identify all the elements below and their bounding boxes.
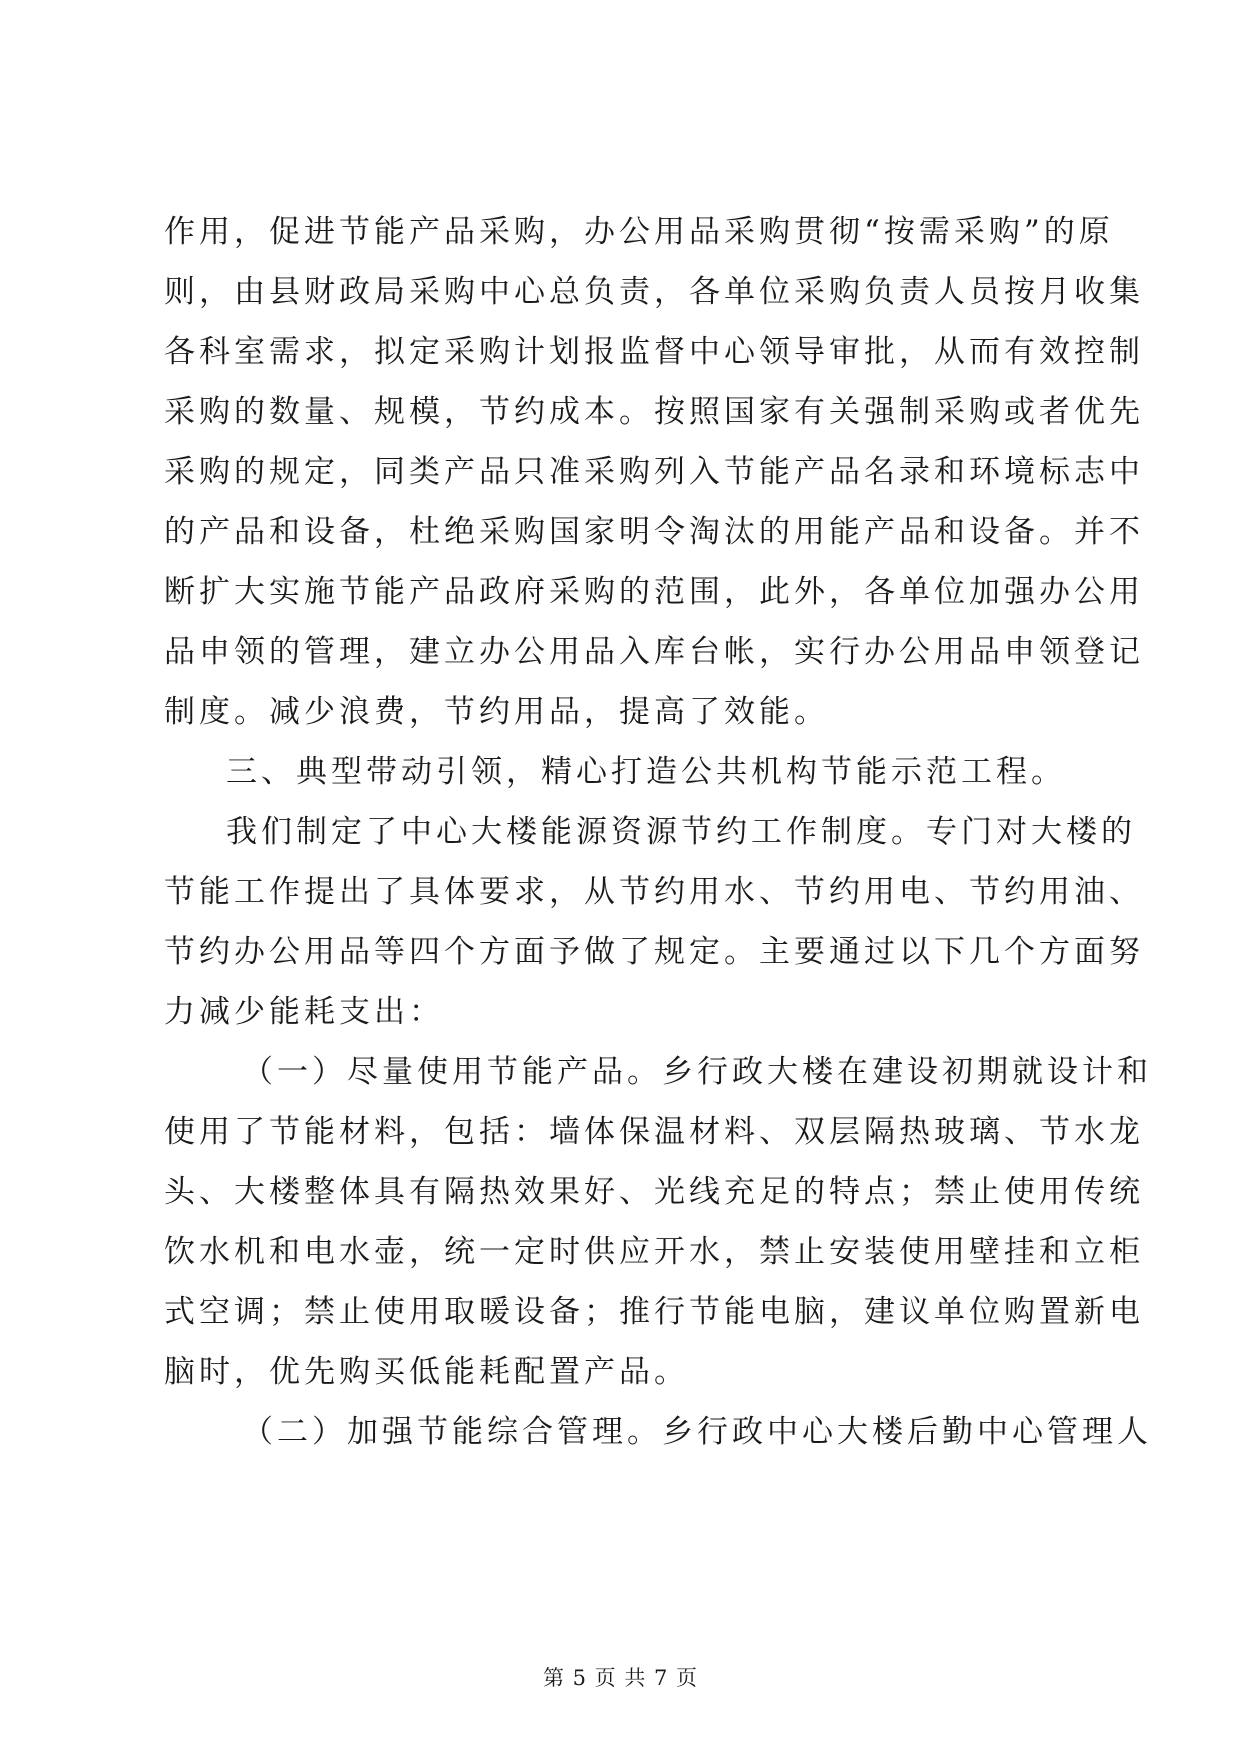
- body-line: 则，由县财政局采购中心总负责，各单位采购负责人员按月收集: [164, 274, 1144, 310]
- body-line: 式空调；禁止使用取暖设备；推行节能电脑，建议单位购置新电: [164, 1294, 1144, 1330]
- body-line: 饮水机和电水壶，统一定时供应开水，禁止安装使用壁挂和立柜: [164, 1234, 1144, 1270]
- body-line: 断扩大实施节能产品政府采购的范围，此外，各单位加强办公用: [164, 574, 1144, 610]
- body-line: 脑时，优先购买低能耗配置产品。: [164, 1354, 689, 1390]
- page-number-footer: 第 5 页 共 7 页: [542, 1666, 699, 1690]
- subsection-line: （二）加强节能综合管理。乡行政中心大楼后勤中心管理人: [242, 1414, 1152, 1450]
- body-line: 采购的规定，同类产品只准采购列入节能产品名录和环境标志中: [164, 454, 1144, 490]
- body-line: 节约办公用品等四个方面予做了规定。主要通过以下几个方面努: [164, 934, 1144, 970]
- body-line: 力减少能耗支出：: [164, 994, 444, 1030]
- body-line: 头、大楼整体具有隔热效果好、光线充足的特点；禁止使用传统: [164, 1174, 1144, 1210]
- body-line: 各科室需求，拟定采购计划报监督中心领导审批，从而有效控制: [164, 334, 1144, 370]
- body-line: 采购的数量、规模，节约成本。按照国家有关强制采购或者优先: [164, 394, 1144, 430]
- body-line: 品申领的管理，建立办公用品入库台帐，实行办公用品申领登记: [164, 634, 1144, 670]
- body-line: 节能工作提出了具体要求，从节约用水、节约用电、节约用油、: [164, 874, 1144, 910]
- body-line: 作用，促进节能产品采购，办公用品采购贯彻“按需采购”的原: [164, 214, 1114, 250]
- body-line: 使用了节能材料，包括：墙体保温材料、双层隔热玻璃、节水龙: [164, 1114, 1144, 1150]
- body-line: 我们制定了中心大楼能源资源节约工作制度。专门对大楼的: [226, 814, 1136, 850]
- subsection-line: （一）尽量使用节能产品。乡行政大楼在建设初期就设计和: [242, 1054, 1152, 1090]
- body-line: 的产品和设备，杜绝采购国家明令淘汰的用能产品和设备。并不: [164, 514, 1144, 550]
- body-line: 制度。减少浪费，节约用品，提高了效能。: [164, 694, 829, 730]
- section-heading: 三、典型带动引领，精心打造公共机构节能示范工程。: [226, 754, 1066, 790]
